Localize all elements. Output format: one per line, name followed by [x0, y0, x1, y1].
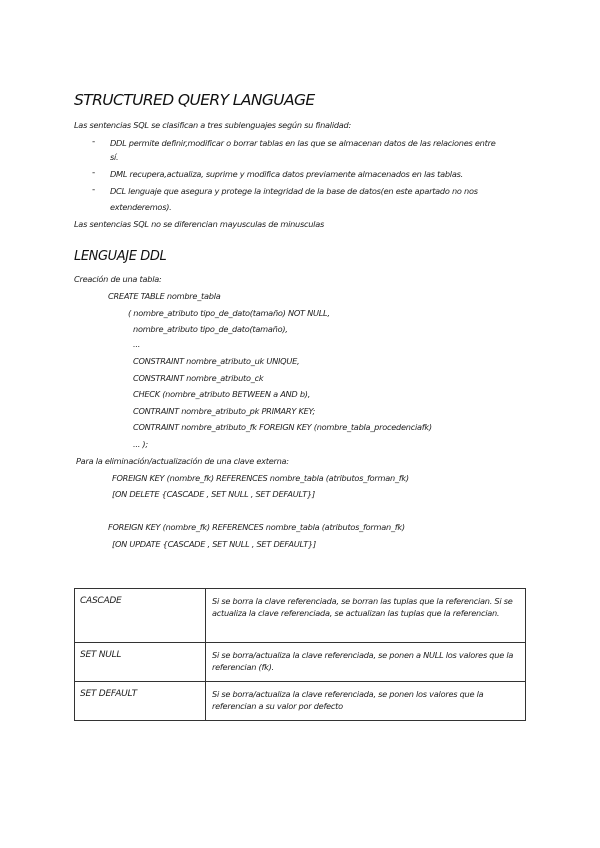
code-line: ... );	[133, 439, 148, 449]
fk-label: Para la eliminación/actualización de una clave externa:	[76, 456, 289, 466]
option-cell: CASCADE	[75, 589, 206, 643]
bullet-ddl-line1: DDL permite definir,modificar o borrar tablas en las que se almacenan datos de las relaciones entre	[110, 138, 496, 148]
fk-update-line1: FOREIGN KEY (nombre_fk) REFERENCES nombre_tabla (atributos_forman_fk)	[108, 522, 405, 532]
fk-delete-line2: [ON DELETE {CASCADE , SET NULL , SET DEFAULT}]	[112, 489, 315, 499]
bullet-dcl-line2: extenderemos).	[110, 202, 172, 212]
bullet-dash: -	[92, 137, 96, 147]
code-line: nombre_atributo tipo_de_dato(tamaño),	[133, 324, 288, 334]
bullet-ddl-line2: sí.	[110, 152, 119, 162]
create-table-label: Creación de una tabla:	[74, 274, 162, 284]
code-line: CONSTRAINT nombre_atributo_ck	[133, 373, 264, 383]
description-cell: Si se borra/actualiza la clave referenciada, se ponen a NULL los valores que la referencian (fk).	[206, 643, 526, 682]
fk-update-line2: [ON UPDATE {CASCADE , SET NULL , SET DEFAULT}]	[112, 539, 316, 549]
code-line: CHECK (nombre_atributo BETWEEN a AND b),	[133, 389, 311, 399]
code-line: ( nombre_atributo tipo_de_dato(tamaño) NOT NULL,	[128, 308, 330, 318]
page-title: STRUCTURED QUERY LANGUAGE	[74, 91, 315, 109]
code-line: CONSTRAINT nombre_atributo_uk UNIQUE,	[133, 356, 300, 366]
section-heading-ddl: LENGUAJE DDL	[74, 249, 167, 264]
table-row	[75, 643, 526, 682]
referential-actions-table	[74, 588, 526, 721]
option-cell: SET NULL	[75, 643, 206, 682]
fk-delete-line1: FOREIGN KEY (nombre_fk) REFERENCES nombre_tabla (atributos_forman_fk)	[112, 473, 409, 483]
description-cell: Si se borra la clave referenciada, se borran las tuplas que la referencian. Si se actualiza la clave referenciada, se actualizan las tuplas que la referencian.	[206, 589, 526, 643]
bullet-dml: DML recupera,actualiza, suprime y modifica datos previamente almacenados en las tablas.	[110, 169, 463, 179]
bullet-dash: -	[92, 185, 96, 195]
table-row	[75, 682, 526, 721]
intro-text: Las sentencias SQL se clasifican a tres sublenguajes según su finalidad:	[74, 120, 352, 130]
bullet-dcl-line1: DCL lenguaje que asegura y protege la integridad de la base de datos(en este apartado no nos	[110, 186, 478, 196]
case-note: Las sentencias SQL no se diferencian mayusculas de minusculas	[74, 219, 324, 229]
code-line: CREATE TABLE nombre_tabla	[108, 291, 221, 301]
code-line: ...	[133, 339, 141, 349]
code-line: CONTRAINT nombre_atributo_pk PRIMARY KEY;	[133, 406, 316, 416]
description-cell: Si se borra/actualiza la clave referenciada, se ponen los valores que la referencian a su valor por defecto	[206, 682, 526, 721]
option-cell: SET DEFAULT	[75, 682, 206, 721]
table-row	[75, 589, 526, 643]
bullet-dash: -	[92, 168, 96, 178]
code-line: CONTRAINT nombre_atributo_fk FOREIGN KEY (nombre_tabla_procedenciafk)	[133, 422, 432, 432]
